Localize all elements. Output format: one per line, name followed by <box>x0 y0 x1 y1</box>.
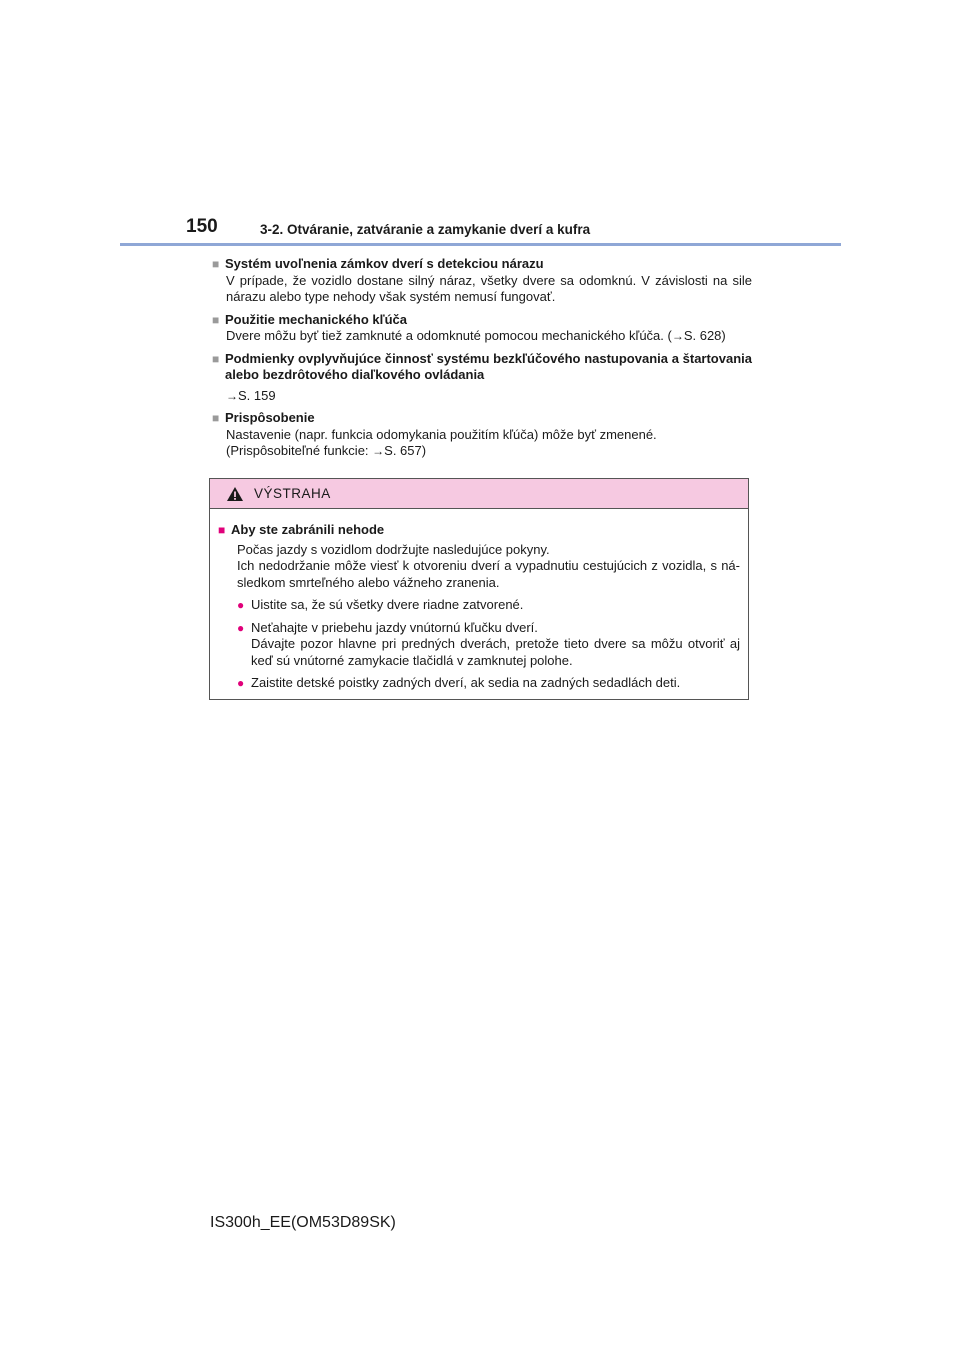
section-mechanical-key <box>212 312 752 345</box>
section-heading-text: Systém uvoľnenia zámkov dverí s detekciou nárazu <box>225 256 544 271</box>
square-bullet-icon: ■ <box>212 257 220 271</box>
section-body-line2 <box>226 443 752 460</box>
section-body-text: Dvere môžu byť tiež zamknuté a odomknuté pomocou mechanického kľúča. ( <box>226 328 672 343</box>
section-heading-text: Podmienky ovplyvňujúce činnosť systému bezkľúčového nastupovania a štartovania alebo bezdrôtového diaľkového ovládania <box>225 350 752 382</box>
section-heading-text: Použitie mechanického kľúča <box>225 311 408 327</box>
page-reference: S. 628) <box>683 328 726 343</box>
square-bullet-icon: ■ <box>212 411 220 425</box>
warning-intro-line2: Ich nedodržanie môže viesť k otvoreniu dverí a vypadnutiu cestujúcich z vozidla, s ná-sledkom smrteľného alebo vážneho zranenia. <box>237 558 740 590</box>
page-number: 150 <box>186 216 218 237</box>
warning-heading <box>218 522 740 539</box>
warning-triangle-icon <box>226 486 244 502</box>
section-heading <box>212 312 752 329</box>
arrow-right-icon: → <box>226 388 238 403</box>
section-heading <box>212 256 752 273</box>
footer-code: IS300h_EE(OM53D89SK) <box>210 1214 396 1231</box>
warning-intro <box>237 542 740 592</box>
arrow-right-icon: → <box>671 329 684 343</box>
square-bullet-icon: ■ <box>212 351 220 366</box>
section-body: V prípade, že vozidlo dostane silný náraz, všetky dvere sa odomknú. V závislosti na sile nárazu alebo type nehody však systém nemusí fungovať. <box>226 272 752 304</box>
page-reference: S. 657) <box>384 443 427 458</box>
section-body <box>226 328 752 345</box>
warning-header <box>210 479 748 509</box>
section-heading <box>212 351 752 384</box>
warning-bullet-extra: Dávajte pozor hlavne pri predných dverách, pretože tieto dvere sa môžu otvoriť aj keď sú vnútorné zamykacie tlačidlá v zamknutej polohe. <box>251 636 740 668</box>
round-bullet-icon: ● <box>237 598 245 612</box>
round-bullet-icon: ● <box>237 620 245 635</box>
section-crash-unlock <box>212 256 752 306</box>
square-bullet-icon: ■ <box>212 312 220 327</box>
chapter-title: 3-2. Otváranie, zatváranie a zamykanie dverí a kufra <box>260 222 591 237</box>
section-heading <box>212 410 752 427</box>
warning-bullet <box>237 620 740 670</box>
section-body <box>226 388 752 405</box>
warning-bullet-body <box>251 620 740 670</box>
arrow-right-icon: → <box>372 444 385 458</box>
warning-title: VÝSTRAHA <box>254 486 331 501</box>
section-body: Nastavenie (napr. funkcia odomykania použitím kľúča) môže byť zmenené. <box>226 426 657 442</box>
warning-bullet-text: Zaistite detské poistky zadných dverí, ak sedia na zadných sedadlách deti. <box>251 675 681 690</box>
section-customization <box>212 410 752 460</box>
content <box>212 256 752 466</box>
warning-bullet <box>237 675 740 692</box>
section-heading-text: Prispôsobenie <box>225 410 315 425</box>
warning-intro-line1: Počas jazdy s vozidlom dodržujte nasledujúce pokyny. <box>237 541 550 557</box>
section-conditions <box>212 351 752 405</box>
warning-bullet-text: Neťahajte v priebehu jazdy vnútornú kľučku dverí. <box>251 619 538 635</box>
round-bullet-icon: ● <box>237 676 245 690</box>
warning-body <box>210 509 748 692</box>
warning-bullet <box>237 597 740 614</box>
warning-bullet-text: Uistite sa, že sú všetky dvere riadne zatvorené. <box>251 597 524 612</box>
header-rule <box>120 243 841 246</box>
square-bullet-icon: ■ <box>218 523 226 537</box>
page-reference: S. 159 <box>238 387 276 403</box>
warning-heading-text: Aby ste zabránili nehode <box>231 522 385 537</box>
warning-box <box>209 478 749 700</box>
section-body-text: (Prispôsobiteľné funkcie: <box>226 443 373 458</box>
